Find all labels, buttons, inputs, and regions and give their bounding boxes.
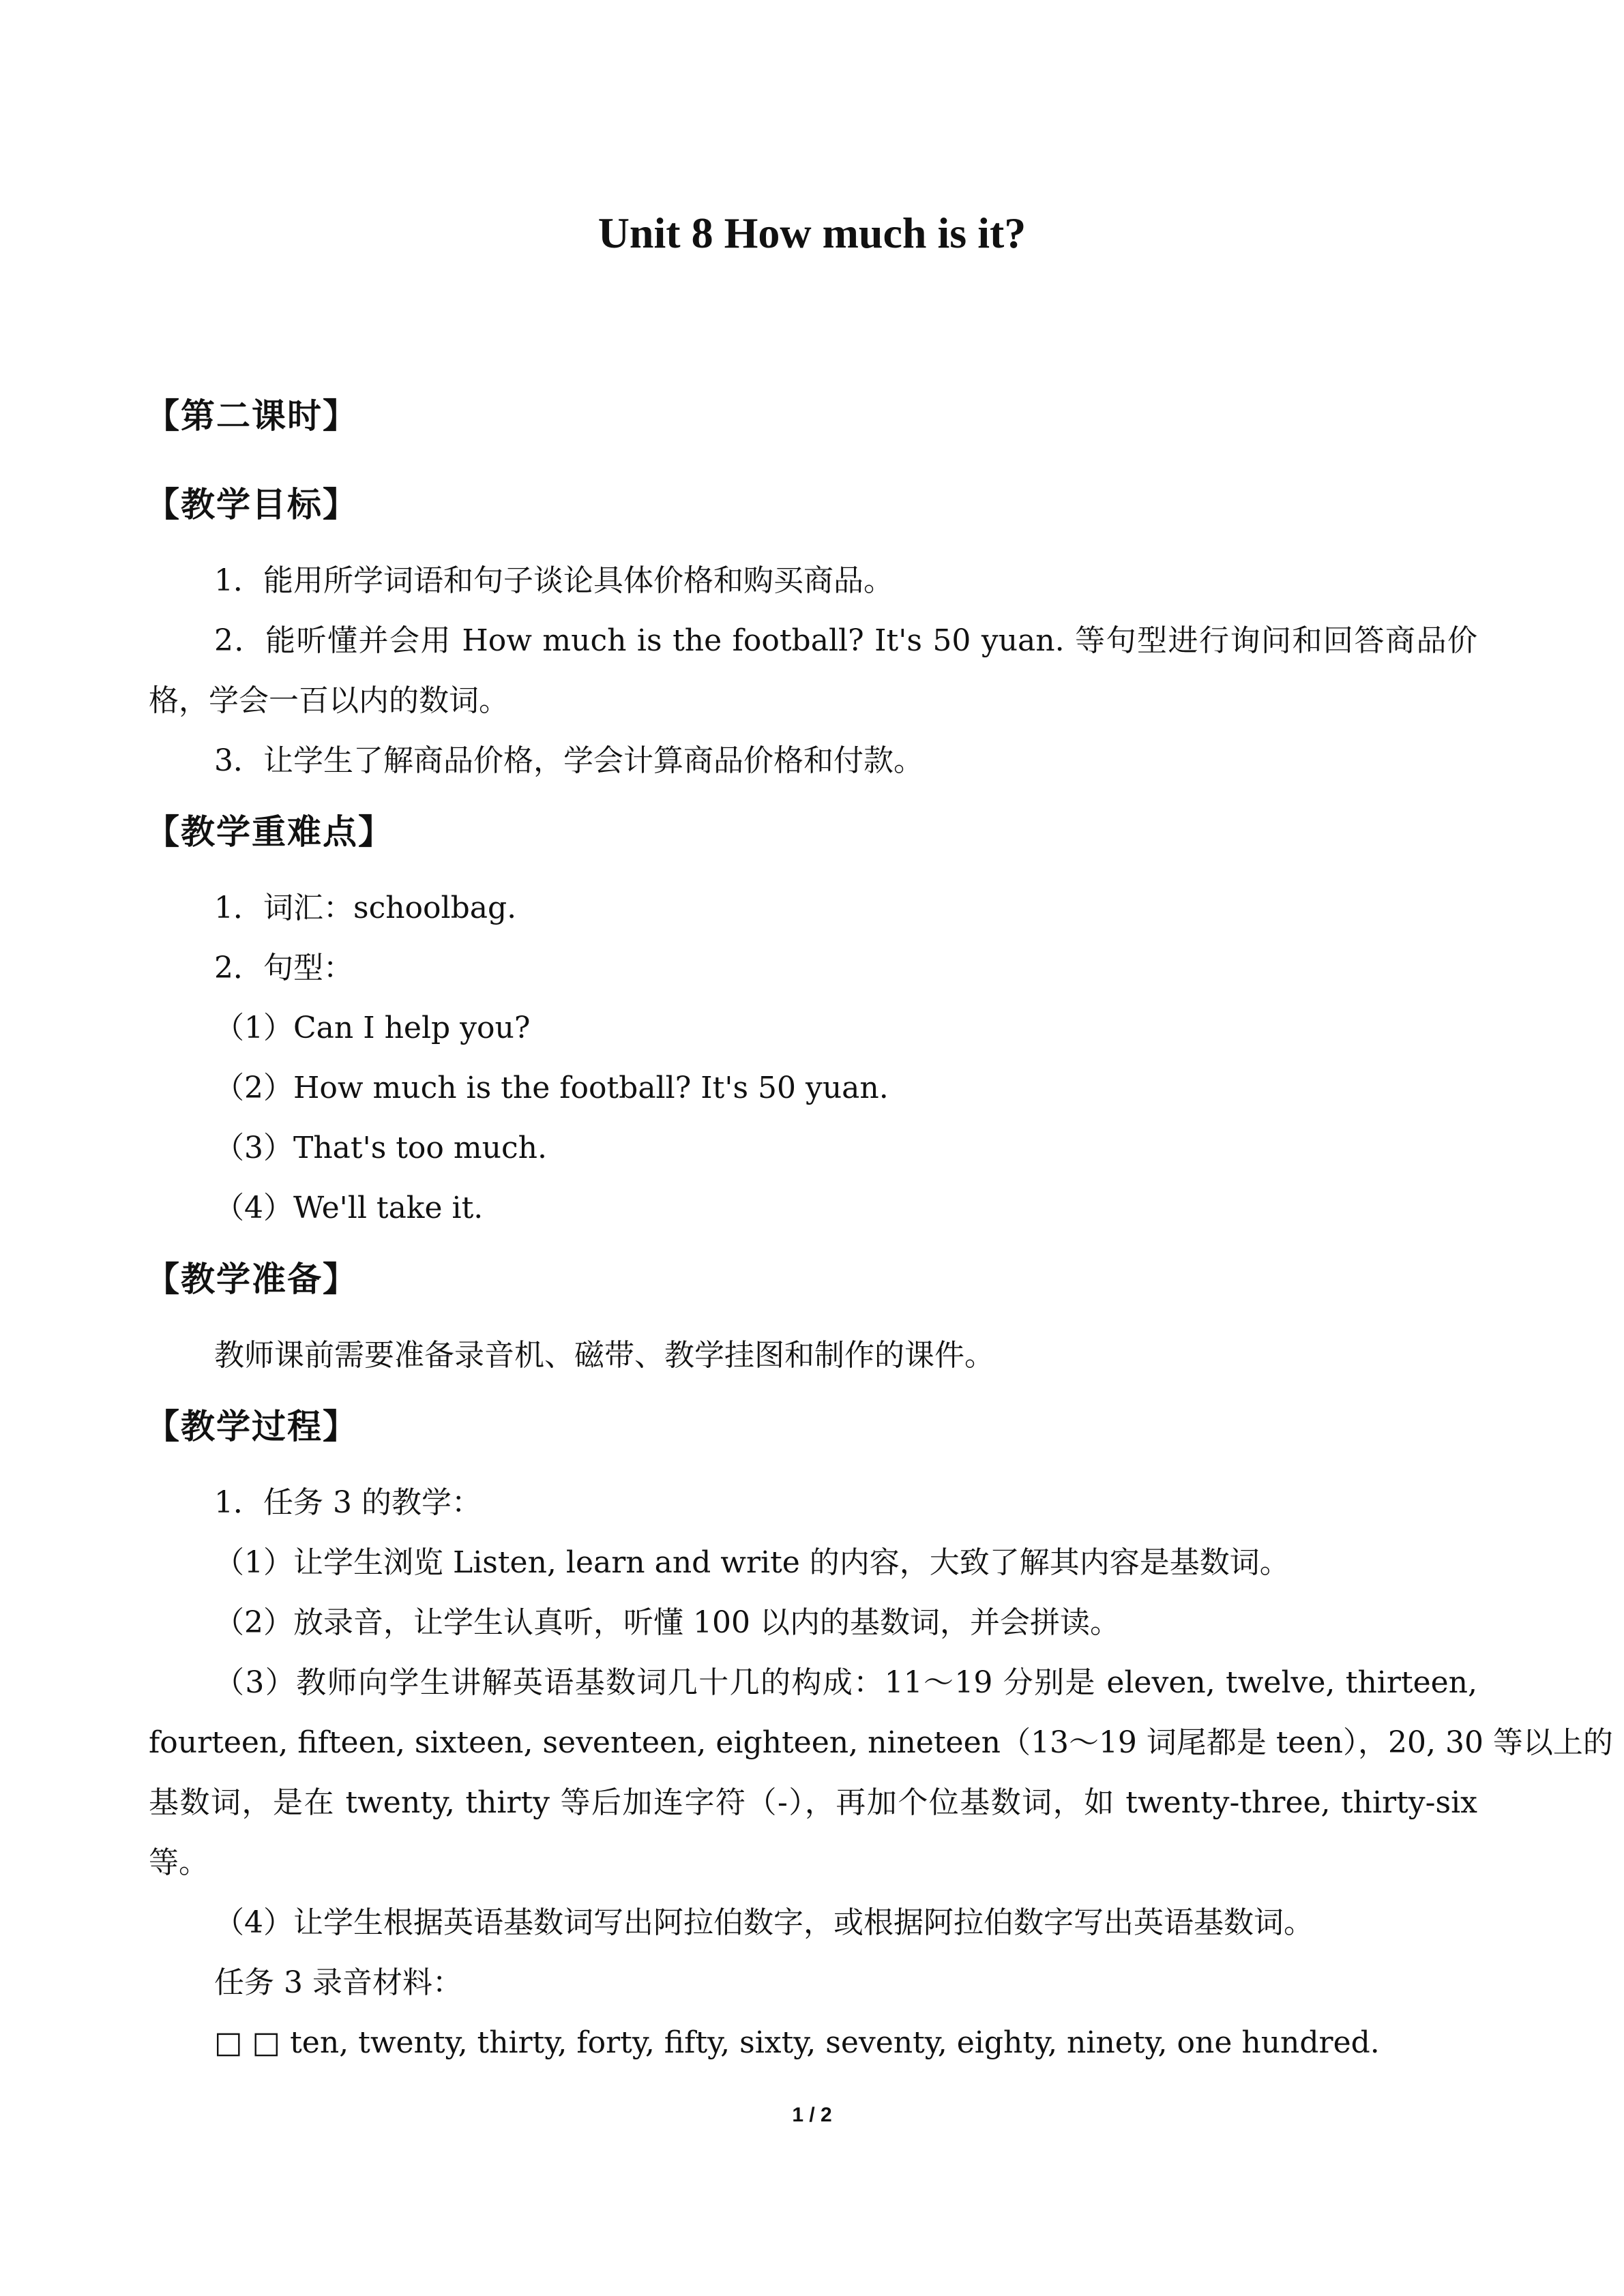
- process-item-continued: fourteen, fifteen, sixteen, seventeen, eighteen, nineteen（13～19 词尾都是 teen），20, 30 等以上的: [149, 1725, 1613, 1760]
- objective-item: 3．让学生了解商品价格，学会计算商品价格和付款。: [214, 743, 924, 778]
- lesson-heading: 【第二课时】: [145, 396, 358, 436]
- keypoint-item: 1．词汇：schoolbag.: [214, 891, 517, 925]
- keypoint-item: （2）How much is the football? It's 50 yuan.: [214, 1071, 889, 1105]
- process-item: （1）让学生浏览 Listen, learn and write 的内容，大致了解其内容是基数词。: [214, 1545, 1290, 1580]
- process-item-continued: 等。: [149, 1845, 209, 1880]
- objective-item-continued: 格，学会一百以内的数词。: [149, 683, 509, 718]
- process-item: （4）让学生根据英语基数词写出阿拉伯数字，或根据阿拉伯数字写出英语基数词。: [214, 1905, 1314, 1940]
- objective-item: 2．能听懂并会用 How much is the football? It's 50 yuan. 等句型进行询问和回答商品价: [214, 623, 1477, 658]
- keypoint-item: 2．句型：: [214, 951, 353, 985]
- process-item: □ □ ten, twenty, thirty, forty, fifty, sixty, seventy, eighty, ninety, one hundred.: [214, 2025, 1380, 2060]
- process-item: 任务 3 录音材料：: [214, 1965, 462, 2000]
- page-number: 1 / 2: [792, 2104, 832, 2126]
- keypoint-item: （1）Can I help you?: [214, 1011, 531, 1045]
- page-title: Unit 8 How much is it?: [597, 209, 1027, 257]
- process-item: （3）教师向学生讲解英语基数词几十几的构成：11～19 分别是 eleven, twelve, thirteen,: [214, 1665, 1477, 1700]
- process-item: 1．任务 3 的教学：: [214, 1485, 482, 1520]
- preparation-text: 教师课前需要准备录音机、磁带、教学挂图和制作的课件。: [214, 1338, 994, 1373]
- preparation-heading: 【教学准备】: [145, 1259, 358, 1299]
- objective-item: 1．能用所学词语和句子谈论具体价格和购买商品。: [214, 563, 894, 598]
- process-heading: 【教学过程】: [145, 1407, 358, 1446]
- objectives-heading: 【教学目标】: [145, 485, 358, 524]
- keypoint-item: （4）We'll take it.: [214, 1191, 484, 1225]
- process-item: （2）放录音，让学生认真听，听懂 100 以内的基数词，并会拼读。: [214, 1605, 1120, 1640]
- keypoint-item: （3）That's too much.: [214, 1131, 547, 1165]
- keypoints-heading: 【教学重难点】: [145, 812, 394, 852]
- process-item-continued: 基数词，是在 twenty, thirty 等后加连字符（-），再加个位基数词，如 twenty-three, thirty-six: [149, 1785, 1477, 1820]
